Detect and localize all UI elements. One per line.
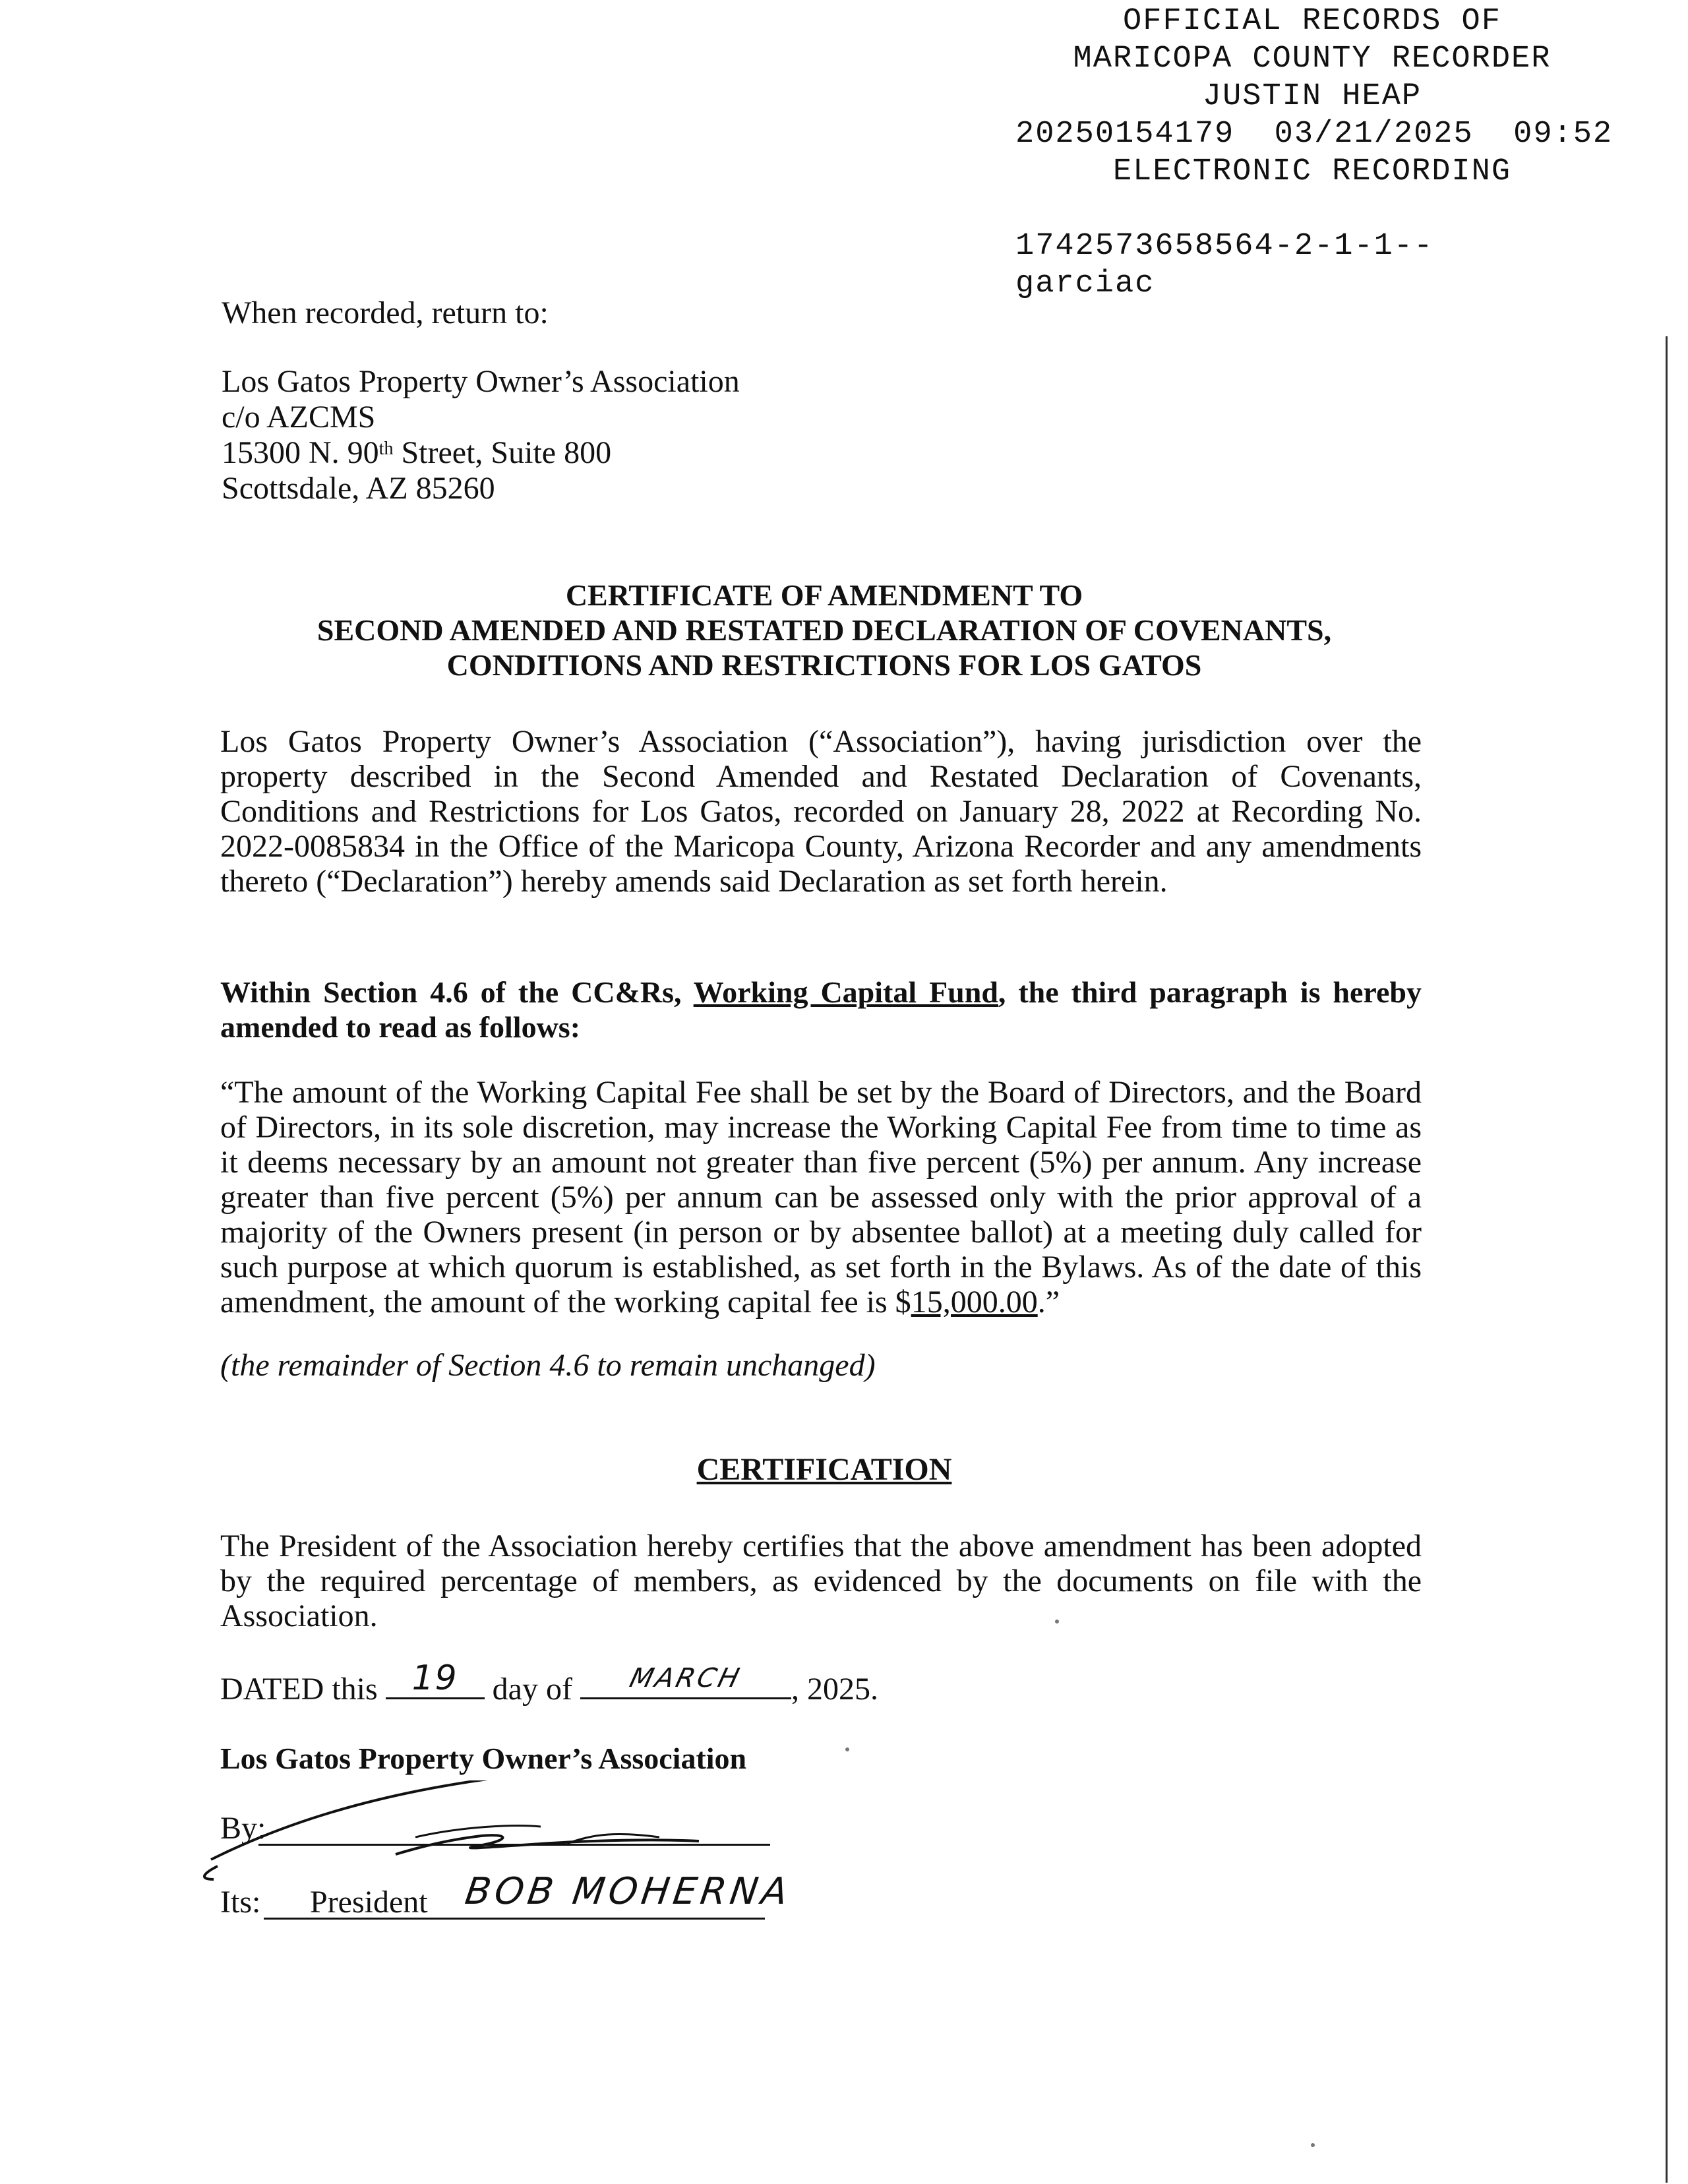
remainder-note: (the remainder of Section 4.6 to remain unchanged): [220, 1348, 876, 1383]
document-title: [198, 578, 1451, 682]
by-label: By:: [220, 1811, 266, 1846]
handwritten-printed-name: BOB MOHERNA: [462, 1870, 795, 1913]
month-blank: [580, 1663, 791, 1699]
stamp-recording-number: 20250154179 03/21/2025 09:52: [1015, 117, 1613, 152]
month-handwritten: MARCH: [626, 1663, 745, 1693]
scan-edge-line: [1666, 336, 1668, 2183]
day-blank: [386, 1658, 485, 1699]
its-label: Its:: [220, 1885, 261, 1920]
its-title: President: [310, 1885, 428, 1920]
title-line-2: SECOND AMENDED AND RESTATED DECLARATION OF COVENANTS,: [316, 613, 1332, 647]
stamp-line-5: ELECTRONIC RECORDING: [1112, 154, 1512, 189]
section-heading-underlined: Working Capital Fund: [693, 975, 998, 1009]
amended-text: “The amount of the Working Capital Fee shall be set by the Board of Directors, and the Board of Directors, in its sole discretion, may increase the Working Capital Fee from time to time as it deems necessary by an amount not greater than five percent (5%) per annum. Any increase greater than five percent (5%) per annum can be assessed only with the prior approval of a majority of the Owners present (in person or by absentee ballot) at a meeting duly called for such purpose at which quorum is established, as set forth in the Bylaws. As of the date of this amendment, the amount of the working capital fee is $15,000.00.”: [220, 1075, 1422, 1320]
address-org: Los Gatos Property Owner’s Association: [222, 364, 740, 399]
signature-association: Los Gatos Property Owner’s Association: [220, 1742, 747, 1775]
section-heading: Within Section 4.6 of the CC&Rs, Working Capital Fund, the third paragraph is hereby amended to read as follows:: [220, 975, 1422, 1044]
stamp-code: 1742573658564-2-1-1--: [1015, 229, 1434, 264]
dated-line: DATED this 19 day of MARCH , 2025.: [220, 1658, 878, 1707]
return-address: [222, 364, 740, 506]
certification-text: The President of the Association hereby certifies that the above amendment has been adopted by the required percentage of members, as evidenced by the documents on file with the Association.: [220, 1529, 1422, 1633]
scan-speck: [845, 1747, 849, 1751]
fee-amount: 15,000.00: [911, 1285, 1038, 1320]
intro-paragraph: Los Gatos Property Owner’s Association (“Association”), having jurisdiction over the property described in the Second Amended and Restated Declaration of Covenants, Conditions and Restrictions for Los Gatos, recorded on January 28, 2022 at Recording No. 2022-0085834 in the Office of the Maricopa County, Arizona Recorder and any amendments thereto (“Declaration”) hereby amends said Declaration as set forth herein.: [220, 724, 1422, 899]
address-care-of: c/o AZCMS: [222, 400, 376, 435]
recorder-stamp: [1015, 3, 1675, 303]
stamp-line-1: OFFICIAL RECORDS OF: [1123, 4, 1501, 39]
address-city: Scottsdale, AZ 85260: [222, 471, 495, 506]
day-handwritten: 19: [411, 1658, 458, 1698]
scan-speck: [1311, 2143, 1315, 2147]
address-street: 15300 N. 90th Street, Suite 800: [222, 435, 612, 470]
return-to-label: When recorded, return to:: [222, 295, 549, 330]
title-line-3: CONDITIONS AND RESTRICTIONS FOR LOS GATOS: [446, 648, 1202, 682]
title-line-1: CERTIFICATE OF AMENDMENT TO: [565, 578, 1083, 612]
stamp-clerk: garciac: [1015, 266, 1155, 301]
stamp-line-2: MARICOPA COUNTY RECORDER: [1073, 42, 1552, 76]
scan-speck: [1055, 1620, 1059, 1623]
stamp-line-3: JUSTIN HEAP: [1202, 79, 1422, 114]
certification-heading: CERTIFICATION: [696, 1452, 952, 1487]
